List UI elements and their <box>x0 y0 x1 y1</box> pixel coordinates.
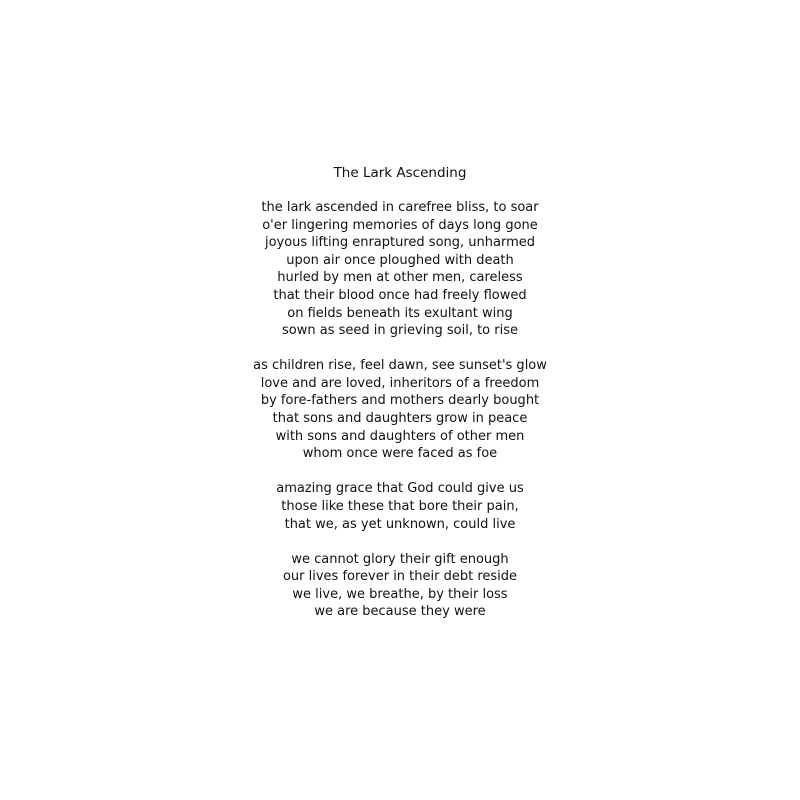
poem-line: joyous lifting enraptured song, unharmed <box>264 235 536 251</box>
poem-line: those like these that bore their pain, <box>281 498 519 514</box>
poem-line: by fore-fathers and mothers dearly bought <box>260 393 540 409</box>
poem-line: that we, as yet unknown, could live <box>284 516 516 532</box>
poem-line: we cannot glory their gift enough <box>291 551 509 567</box>
stanza-1 <box>0 199 800 340</box>
stanza-3 <box>0 480 800 533</box>
poem-line: amazing grace that God could give us <box>276 481 524 497</box>
poem-line: the lark ascended in carefree bliss, to soar <box>261 200 539 215</box>
poem-line: we are because they were <box>314 604 486 620</box>
poem-line: o'er lingering memories of days long gone <box>262 217 538 233</box>
poem-line: we live, we breathe, by their loss <box>292 586 508 602</box>
poem-line: that sons and daughters grow in peace <box>272 411 528 427</box>
poem-line: hurled by men at other men, careless <box>277 270 523 286</box>
stanza-4 <box>0 551 800 621</box>
poem-line: with sons and daughters of other men <box>275 428 525 444</box>
poem-line: on fields beneath its exultant wing <box>287 305 513 321</box>
stanza-2 <box>0 357 800 463</box>
poem-line: as children rise, feel dawn, see sunset's glow <box>253 358 547 374</box>
poem-line: that their blood once had freely flowed <box>273 287 527 303</box>
poem-line: sown as seed in grieving soil, to rise <box>282 323 518 339</box>
poem-line: whom once were faced as foe <box>302 446 498 462</box>
poem-line: love and are loved, inheritors of a freedom <box>260 375 540 391</box>
poem-line: upon air once ploughed with death <box>286 252 514 268</box>
poem-title: The Lark Ascending <box>333 165 467 181</box>
poem-page <box>0 164 800 621</box>
poem-line: our lives forever in their debt reside <box>282 569 518 585</box>
